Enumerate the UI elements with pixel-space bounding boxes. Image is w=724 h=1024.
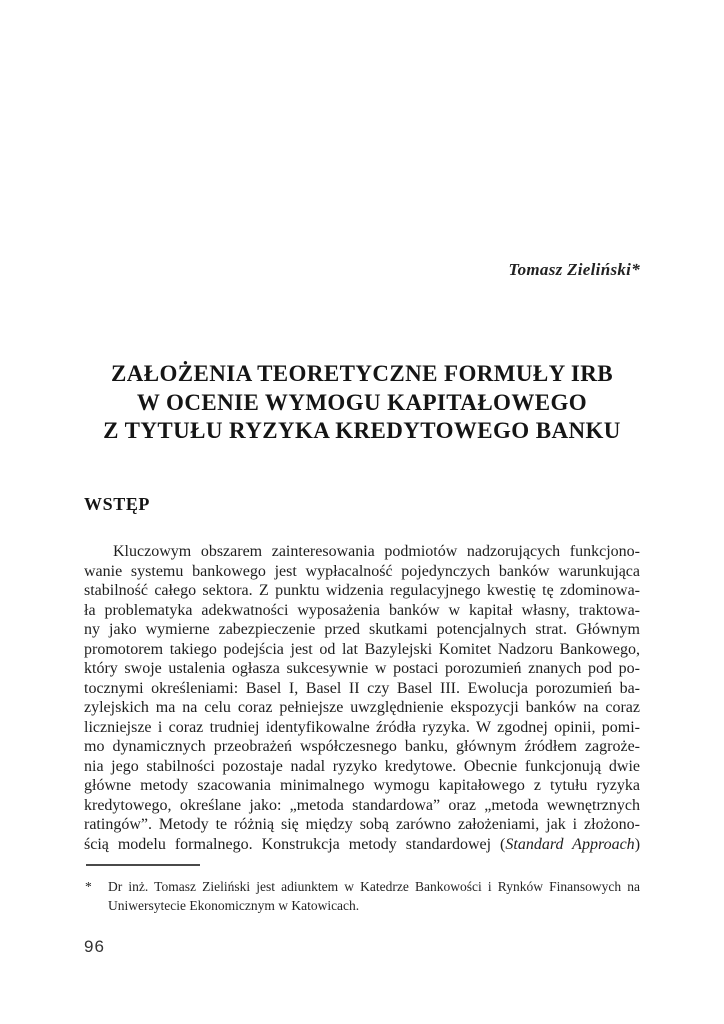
footnote-line: Uniwersytecie Ekonomicznym w Katowicach.	[108, 897, 360, 913]
body-line: zylejskich ma na celu coraz pełniejsze uwzględnienie ekspozycji banków na coraz	[84, 699, 640, 716]
body-paragraph	[84, 542, 640, 854]
title-line: Z TYTUŁU RYZYKA KREDYTOWEGO BANKU	[103, 418, 621, 443]
body-line: nia jego stabilności pozostaje nadal ryzyko kredytowe. Obecnie funkcjonują dwie	[84, 757, 640, 775]
body-line: mo dynamicznych przeobrażeń współczesnego banku, głównym źródłem zagroże-	[84, 738, 640, 755]
body-line: promotorem takiego podejścia jest od lat Bazylejski Komitet Nadzoru Bankowego,	[84, 640, 640, 658]
footnote-marker: *	[85, 879, 92, 894]
body-line: Kluczowym obszarem zainteresowania podmiotów nadzorujących funkcjono-	[113, 543, 640, 560]
body-line: liczniejsze i coraz trudniej identyfikowalne źródła ryzyka. W zgodnej opinii, pomi-	[84, 718, 640, 736]
footnote-rule	[86, 864, 200, 866]
footnote-text	[108, 878, 640, 915]
author-line: Tomasz Zieliński*	[508, 260, 640, 279]
body-line-last	[84, 835, 640, 855]
body-text-segment: ścią modelu formalnego. Konstrukcja metody standardowej (	[84, 835, 506, 853]
footnote-line: Dr inż. Tomasz Zieliński jest adiunktem w Katedrze Bankowości i Rynków Finansowych na	[108, 879, 640, 894]
section-heading: WSTĘP	[84, 494, 151, 514]
body-line: stabilność całego sektora. Z punktu widzenia regulacyjnego kwestię tę zdominowa-	[84, 582, 640, 599]
body-line: kredytowego, określane jako: „metoda standardowa” oraz „metoda wewnętrznych	[84, 796, 640, 814]
title-line: ZAŁOŻENIA TEORETYCZNE FORMUŁY IRB	[110, 361, 614, 386]
italic-term: Standard Approach	[505, 835, 635, 853]
body-line: ła problematyka adekwatności wyposażenia banków w kapitał własny, traktowa-	[84, 601, 640, 619]
body-line: główne metody szacowania minimalnego wymogu kapitałowego z tytułu ryzyka	[84, 777, 640, 794]
body-line: ratingów”. Metody te różnią się między sobą zarówno założeniami, jak i złożono-	[84, 816, 640, 833]
title-line: W OCENIE WYMOGU KAPITAŁOWEGO	[136, 389, 588, 415]
body-line: ny jako wymierne zabezpieczenie przed skutkami potencjalnych strat. Głównym	[84, 621, 640, 638]
body-line: który swoje ustalenia ogłasza sukcesywnie w postaci porozumień znanych pod po-	[84, 660, 640, 677]
article-title	[20, 360, 704, 446]
body-line: tocznymi określeniami: Basel I, Basel II czy Basel III. Ewolucja porozumień ba-	[84, 679, 640, 697]
footnote	[84, 878, 640, 915]
page-number: 96	[84, 937, 105, 956]
body-text-segment: )	[634, 835, 641, 853]
body-line: wanie systemu bankowego jest wypłacalność pojedynczych banków warunkująca	[84, 562, 640, 580]
